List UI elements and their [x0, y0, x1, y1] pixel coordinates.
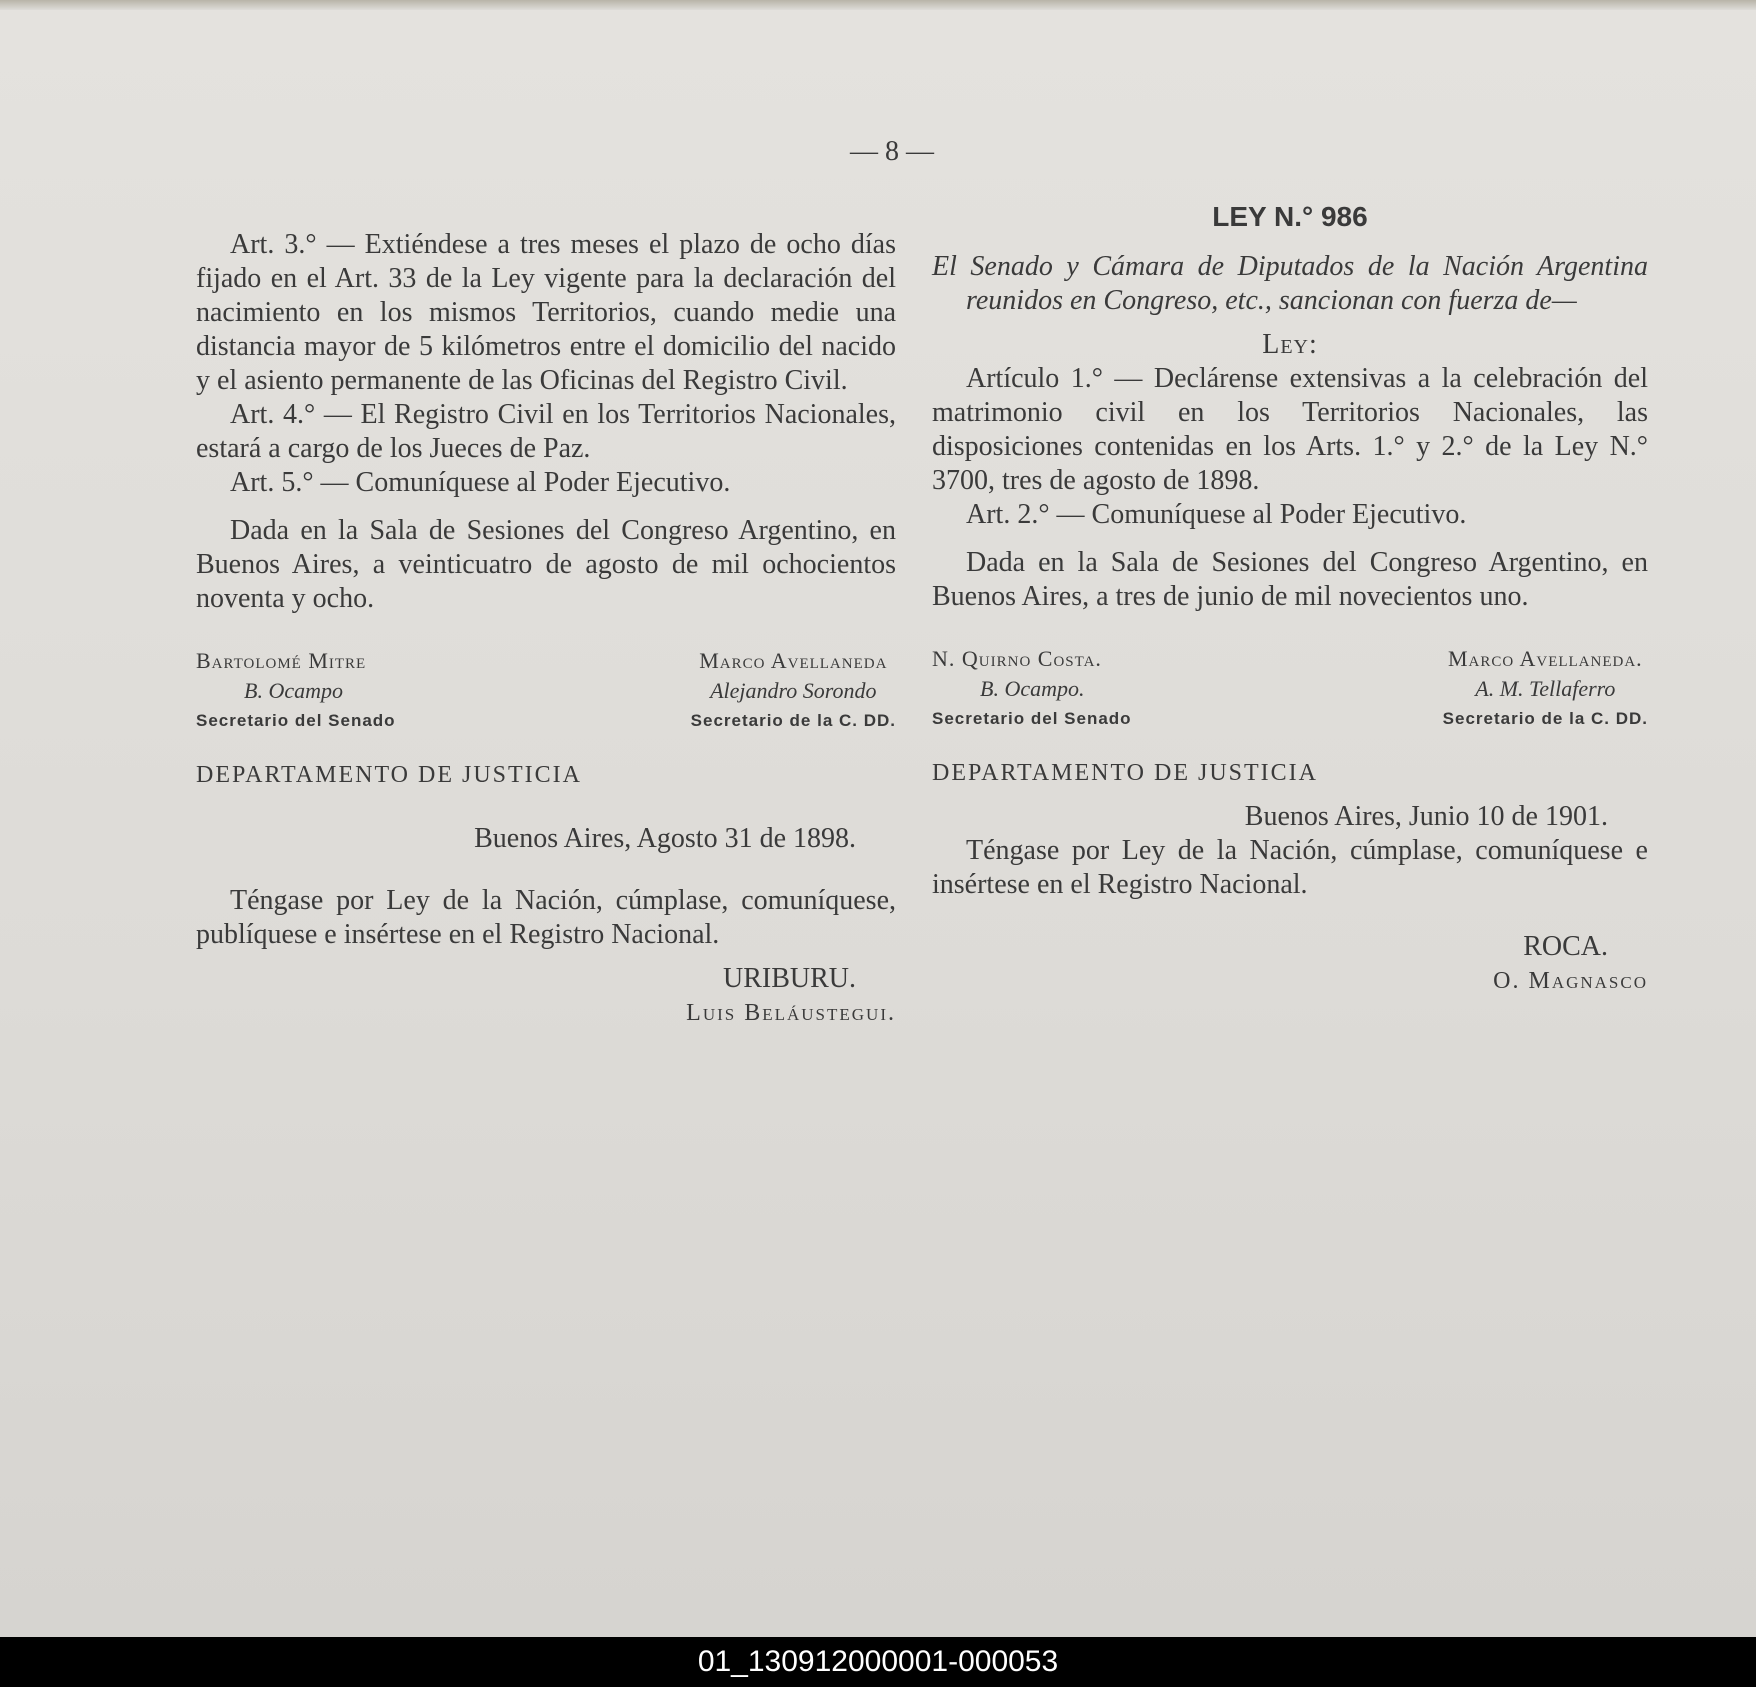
page-number: — 8 — [850, 136, 934, 167]
preamble: El Senado y Cámara de Diputados de la Nación Argentina reunidos en Congreso, etc., sancionan con fuerza de— [932, 251, 1648, 316]
senate-secretary-name-right: B. Ocampo. [980, 676, 1085, 701]
article-2: Art. 2.° — Comuníquese al Poder Ejecutivo. [966, 499, 1467, 530]
minister-signature-right: O. Magnasco [1493, 968, 1648, 994]
dada-paragraph-right: Dada en la Sala de Sesiones del Congreso Argentino, en Buenos Aires, a tres de junio de mil novecientos uno. [932, 547, 1648, 612]
right-column [932, 200, 1648, 998]
article-3: Art. 3.° — Extiéndese a tres meses el plazo de ocho días fijado en el Art. 33 de la Ley vigente para la declaración del nacimiento en los mismos Territorios, cuando medie una distancia mayor de 5 kilómetros entre el domicilio del nacido y el asiento permanente de las Oficinas del Registro Civil. [196, 229, 896, 396]
article-5: Art. 5.° — Comuníquese al Poder Ejecutivo. [230, 467, 731, 498]
signature-block-right [932, 644, 1648, 734]
senate-secretary-title-right: Secretario del Senado [932, 709, 1132, 728]
executive-signature-right: ROCA. [1523, 931, 1608, 962]
page-top-edge [0, 0, 1756, 10]
department-heading-right: DEPARTAMENTO DE JUSTICIA [932, 760, 1318, 786]
senate-signature [196, 646, 396, 736]
deputies-secretary-name-right: A. M. Tellaferro [1475, 676, 1616, 701]
signature-block [196, 646, 896, 736]
article-1: Artículo 1.° — Declárense extensivas a la celebración del matrimonio civil en los Territorios Nacionales, las disposiciones contenidas en los Arts. 1.° y 2.° de la Ley N.° 3700, tres de agosto de 1898. [932, 363, 1648, 496]
deputies-secretary-name: Alejandro Sorondo [710, 678, 877, 703]
law-title: LEY N.° 986 [1212, 201, 1368, 232]
tengase-paragraph: Téngase por Ley de la Nación, cúmplase, comuníquese, publíquese e insértese en el Registro Nacional. [196, 885, 896, 950]
deputies-secretary-title: Secretario de la C. DD. [690, 711, 896, 730]
article-4: Art. 4.° — El Registro Civil en los Territorios Nacionales, estará a cargo de los Jueces de Paz. [196, 399, 896, 464]
deputies-secretary-title-right: Secretario de la C. DD. [1442, 709, 1648, 728]
deputies-president-name-right: Marco Avellaneda. [1447, 646, 1643, 671]
executive-signature: URIBURU. [722, 963, 856, 994]
left-column [196, 228, 896, 1030]
decree-date: Buenos Aires, Agosto 31 de 1898. [474, 823, 856, 854]
tengase-paragraph-right: Téngase por Ley de la Nación, cúmplase, comuníquese e insértese en el Registro Nacional. [932, 835, 1648, 900]
senate-secretary-title: Secretario del Senado [196, 711, 396, 730]
scan-id-footer: 01_130912000001-000053 [0, 1637, 1756, 1687]
deputies-signature-right [1443, 644, 1648, 734]
dada-paragraph: Dada en la Sala de Sesiones del Congreso Argentino, en Buenos Aires, a veinticuatro de agosto de mil ochocientos noventa y ocho. [196, 515, 896, 614]
deputies-president-name: Marco Avellaneda [699, 648, 888, 673]
senate-president-name: Bartolomé Mitre [196, 648, 367, 673]
department-heading: DEPARTAMENTO DE JUSTICIA [196, 762, 582, 788]
ley-heading: Ley: [1262, 329, 1318, 360]
decree-date-right: Buenos Aires, Junio 10 de 1901. [1244, 801, 1608, 832]
senate-president-name-right: N. Quirno Costa. [932, 646, 1102, 671]
deputies-signature [691, 646, 896, 736]
minister-signature: Luis Beláustegui. [686, 1000, 896, 1026]
senate-secretary-name: B. Ocampo [244, 678, 343, 703]
senate-signature-right [932, 644, 1132, 734]
